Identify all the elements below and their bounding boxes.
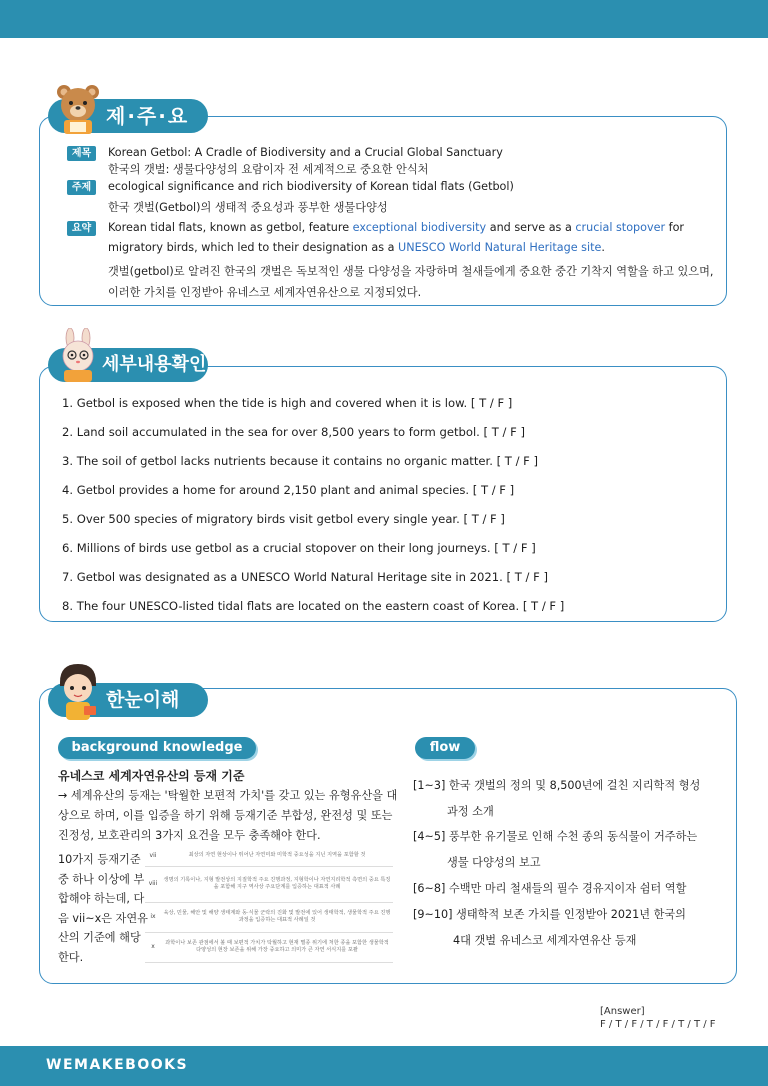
bear-mascot-icon	[50, 80, 106, 136]
answer-key	[600, 1005, 716, 1031]
answer-value: F / T / F / T / F / T / T / F	[600, 1019, 716, 1030]
table-row	[145, 932, 393, 962]
flow-step-1: [1~3] 한국 갯벌의 정의 및 8,500년에 걸친 지리학적 형성	[413, 779, 701, 792]
abstract-text: Korean tidal flats, known as getbol, feature	[108, 221, 353, 234]
overview-title: 한눈이해	[48, 683, 208, 717]
tf-item-1: 1. Getbol is exposed when the tide is high and covered when it is low. [ T / F ]	[62, 396, 513, 410]
table-row	[145, 902, 393, 932]
bk-body: → 세계유산의 등재는 '탁월한 보편적 가치'를 갖고 있는 유형유산을 대상으로 하며, 이를 입증을 하기 위해 등재기준 부합성, 완전성 및 또는 진정성, 보호관리의 3가지 요건을 모두 충족해야 한다.	[58, 789, 398, 842]
abstract-en	[108, 218, 718, 258]
answer-label: [Answer]	[600, 1006, 645, 1017]
tf-item-4: 4. Getbol provides a home for around 2,150 plant and animal species. [ T / F ]	[62, 483, 515, 497]
rabbit-mascot-icon	[50, 328, 106, 384]
flow-step-4: [9~10] 생태학적 보존 가치를 인정받아 2021년 한국의	[413, 908, 686, 921]
flow-step-2-cont: 생물 다양성의 보고	[447, 856, 541, 869]
tf-item-8: 8. The four UNESCO-listed tidal flats are located on the eastern coast of Korea. [ T / F ]	[62, 599, 565, 613]
flow-step-1-cont: 과정 소개	[447, 805, 494, 818]
tag-title: 제목	[67, 146, 96, 161]
criterion-number: x	[145, 932, 161, 962]
abstract-text: and serve as a	[486, 221, 576, 234]
criterion-text: 과학이나 보존 관점에서 볼 때 보편적 가치가 탁월하고 현재 멸종 위기에 처한 종을 포함한 생물학적 다양성의 현장 보존을 위해 가장 중요하고 의미가 큰 자연 서식지를 포괄	[161, 932, 393, 962]
top-banner	[0, 0, 768, 38]
tag-theme: 주제	[67, 180, 96, 195]
theme-en: ecological significance and rich biodiversity of Korean tidal flats (Getbol)	[108, 180, 514, 193]
criterion-number: viii	[145, 866, 161, 902]
flow-step-4-cont: 4대 갯벌 유네스코 세계자연유산 등재	[453, 934, 637, 947]
tag-abstract: 요약	[67, 221, 96, 236]
criterion-text: 육상, 민물, 해안 및 해양 생태계와 동·식물 군락의 진화 및 발전에 있어 생태학적, 생물학적 주요 진행 과정을 입증하는 대표적 사례일 것	[161, 902, 393, 932]
background-knowledge-label: background knowledge	[58, 737, 256, 759]
tf-item-7: 7. Getbol was designated as a UNESCO World Natural Heritage site in 2021. [ T / F ]	[62, 570, 548, 584]
abstract-ko: 갯벌(getbol)로 알려진 한국의 갯벌은 독보적인 생물 다양성을 자랑하며 철새들에게 중요한 중간 기착지 역할을 하고 있으며, 이러한 가치를 인정받아 유네스코 세계자연유산으로 지정되었다.	[108, 265, 714, 299]
tf-item-6: 6. Millions of birds use getbol as a crucial stopover on their long journeys. [ T / F ]	[62, 541, 536, 555]
theme-ko: 한국 갯벌(Getbol)의 생태적 중요성과 풍부한 생물다양성	[108, 201, 388, 214]
flow-step-2: [4~5] 풍부한 유기물로 인해 수천 종의 동식물이 거주하는	[413, 830, 698, 843]
tf-item-5: 5. Over 500 species of migratory birds visit getbol every single year. [ T / F ]	[62, 512, 505, 526]
highlight-biodiversity: exceptional biodiversity	[352, 221, 487, 234]
title-en: Korean Getbol: A Cradle of Biodiversity and a Crucial Global Sanctuary	[108, 146, 503, 159]
bk-side-note: 10가지 등재기준 중 하나 이상에 부합해야 하는데, 다음 vii~x은 자연유산의 기준에 해당한다.	[58, 853, 148, 964]
details-title: 세부내용확인	[48, 348, 208, 382]
footer-bar	[0, 1046, 768, 1086]
summary-title: 제·주·요	[48, 99, 208, 133]
bk-heading: 유네스코 세계자연유산의 등재 기준	[58, 769, 245, 783]
flow-step-3: [6~8] 수백만 마리 철새들의 필수 경유지이자 쉼터 역할	[413, 882, 687, 895]
criterion-text: 최상의 자연 현상이나 뛰어난 자연미와 미학적 중요성을 지닌 지역을 포함할 것	[161, 846, 393, 866]
criterion-number: ix	[145, 902, 161, 932]
criteria-table	[145, 846, 393, 963]
criterion-number: vii	[145, 846, 161, 866]
brand-logo: WEMAKEBOOKS	[46, 1057, 189, 1073]
abstract-text: .	[601, 241, 605, 254]
table-row	[145, 846, 393, 866]
highlight-unesco: UNESCO World Natural Heritage site	[398, 241, 602, 254]
tf-item-2: 2. Land soil accumulated in the sea for over 8,500 years to form getbol. [ T / F ]	[62, 425, 525, 439]
abstract-text: for migratory birds, which led to their designation as a	[108, 221, 685, 254]
boy-mascot-icon	[50, 660, 106, 722]
table-row	[145, 866, 393, 902]
tf-item-3: 3. The soil of getbol lacks nutrients because it contains no organic matter. [ T / F ]	[62, 454, 539, 468]
flow-label: flow	[415, 737, 475, 759]
criterion-text: 생명의 기록이나, 지형 발전상의 지질학적 주요 진행과정, 지형학이나 자연지리학적 측면의 중요 특징을 포함해 지구 역사상 주요단계를 입증하는 대표적 사례	[161, 866, 393, 902]
title-ko: 한국의 갯벌: 생물다양성의 요람이자 전 세계적으로 중요한 안식처	[108, 163, 429, 176]
highlight-stopover: crucial stopover	[575, 221, 666, 234]
